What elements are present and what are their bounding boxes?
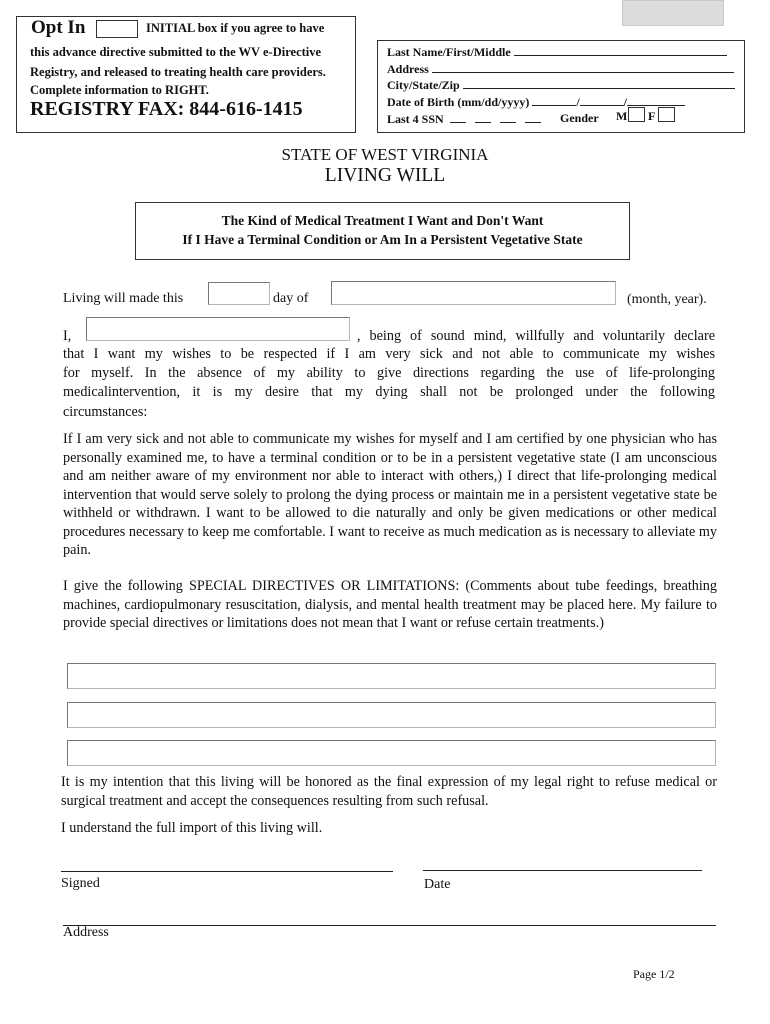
declaration-line1: , being of sound mind, willfully and voluntarily declare bbox=[357, 328, 715, 344]
date-line[interactable] bbox=[423, 870, 702, 871]
gender-m-label: M bbox=[616, 109, 628, 123]
directive-field-2[interactable] bbox=[67, 702, 716, 728]
declaration-line2: that I want my wishes to be respected if I am very sick and not able to communicate my wishes bbox=[63, 346, 715, 362]
header-blank-box bbox=[622, 0, 724, 26]
date-label: Date bbox=[424, 877, 451, 892]
day-field[interactable] bbox=[208, 282, 270, 305]
name-field[interactable] bbox=[514, 46, 727, 56]
treatment-heading-line1: The Kind of Medical Treatment I Want and Don't Want bbox=[221, 213, 544, 228]
initial-instruction: INITIAL box if you agree to have bbox=[146, 21, 325, 35]
city-field[interactable] bbox=[463, 79, 735, 89]
declaration-line3: for myself. In the absence of my ability to give directions regarding the use of life-prolonging bbox=[63, 365, 715, 381]
dob-month-field[interactable] bbox=[532, 96, 576, 106]
ssn-label: Last 4 SSN bbox=[387, 112, 444, 126]
page-title: LIVING WILL bbox=[324, 165, 446, 186]
understand-statement: I understand the full import of this living will. bbox=[61, 820, 323, 836]
optin-text-line3: Complete information to RIGHT. bbox=[30, 83, 209, 97]
gender-f-checkbox[interactable] bbox=[658, 107, 675, 122]
declaration-line4: medicalintervention, it is my desire that my dying shall not be prolonged under the following bbox=[63, 384, 715, 400]
dob-year-field[interactable] bbox=[627, 96, 685, 106]
made-prefix: Living will made this bbox=[63, 291, 184, 306]
page-number: Page 1/2 bbox=[633, 967, 675, 981]
optin-text-line2: Registry, and released to treating health care providers. bbox=[30, 65, 326, 79]
intention-paragraph: It is my intention that this living will be honored as the final expression of my legal right to refuse medical or surgical treatment and accept the consequences resulting from such refusal. bbox=[61, 774, 717, 809]
ssn-row bbox=[387, 112, 541, 127]
name-label: Last Name/First/Middle bbox=[387, 45, 511, 59]
optin-text-line1: this advance directive submitted to the WV e-Directive bbox=[30, 45, 322, 59]
address-line[interactable] bbox=[63, 925, 716, 926]
registry-fax: REGISTRY FAX: 844-616-1415 bbox=[30, 98, 303, 120]
made-suffix: (month, year). bbox=[627, 292, 707, 307]
dob-row: Date of Birth (mm/dd/yyyy) / / bbox=[387, 95, 685, 110]
optin-label: Opt In bbox=[31, 17, 86, 38]
conditions-paragraph: If I am very sick and not able to communicate my wishes for myself and I am certified by one physician who has personally examined me, to have a terminal condition or to be in a persistent vegetative state (I am unconscious and am neither aware of my environment nor able to interact with others,) I direct that life-prolonging medical intervention that would serve solely to prolong the dying process or maintain me in a persistent vegetative state be withheld or withdrawn. I want to be allowed to die naturally and only be given medications or other medical procedures necessary to keep me comfortable. I want to receive as much medication as is necessary to alleviate my pain. bbox=[63, 431, 717, 558]
gender-label: Gender bbox=[560, 111, 599, 125]
city-label: City/State/Zip bbox=[387, 78, 460, 92]
city-row bbox=[387, 78, 735, 93]
signature-line[interactable] bbox=[61, 871, 393, 872]
declarant-name-field[interactable] bbox=[86, 317, 350, 341]
ssn-digit-1[interactable] bbox=[450, 113, 466, 123]
declaration-i: I, bbox=[63, 328, 72, 344]
treatment-heading-line2: If I Have a Terminal Condition or Am In a Persistent Vegetative State bbox=[182, 232, 583, 247]
treatment-heading-box bbox=[135, 202, 630, 260]
signer-address-label: Address bbox=[63, 925, 109, 940]
name-row bbox=[387, 45, 727, 60]
ssn-digit-4[interactable] bbox=[525, 113, 541, 123]
directive-field-3[interactable] bbox=[67, 740, 716, 766]
declaration-line5: circumstances: bbox=[63, 404, 148, 420]
address-row bbox=[387, 62, 734, 77]
special-directives-paragraph: I give the following SPECIAL DIRECTIVES OR LIMITATIONS: (Comments about tube feedings, breathing machines, cardiopulmonary resuscitation, dialysis, and mental health treatment may be placed here. My failure to provide special directives or limitations does not mean that I want or refuse certain treatments.) bbox=[63, 578, 717, 631]
ssn-digit-2[interactable] bbox=[475, 113, 491, 123]
signed-label: Signed bbox=[61, 876, 100, 891]
state-heading: STATE OF WEST VIRGINIA bbox=[281, 145, 489, 164]
ssn-digit-3[interactable] bbox=[500, 113, 516, 123]
month-year-field[interactable] bbox=[331, 281, 616, 305]
dob-day-field[interactable] bbox=[580, 96, 624, 106]
dob-label: Date of Birth (mm/dd/yyyy) bbox=[387, 95, 530, 109]
gender-m-checkbox[interactable] bbox=[628, 107, 645, 122]
address-label: Address bbox=[387, 62, 429, 76]
made-day-of: day of bbox=[273, 291, 309, 306]
address-field[interactable] bbox=[432, 63, 734, 73]
initial-checkbox[interactable] bbox=[96, 20, 138, 38]
gender-f-label: F bbox=[648, 109, 656, 123]
directive-field-1[interactable] bbox=[67, 663, 716, 689]
